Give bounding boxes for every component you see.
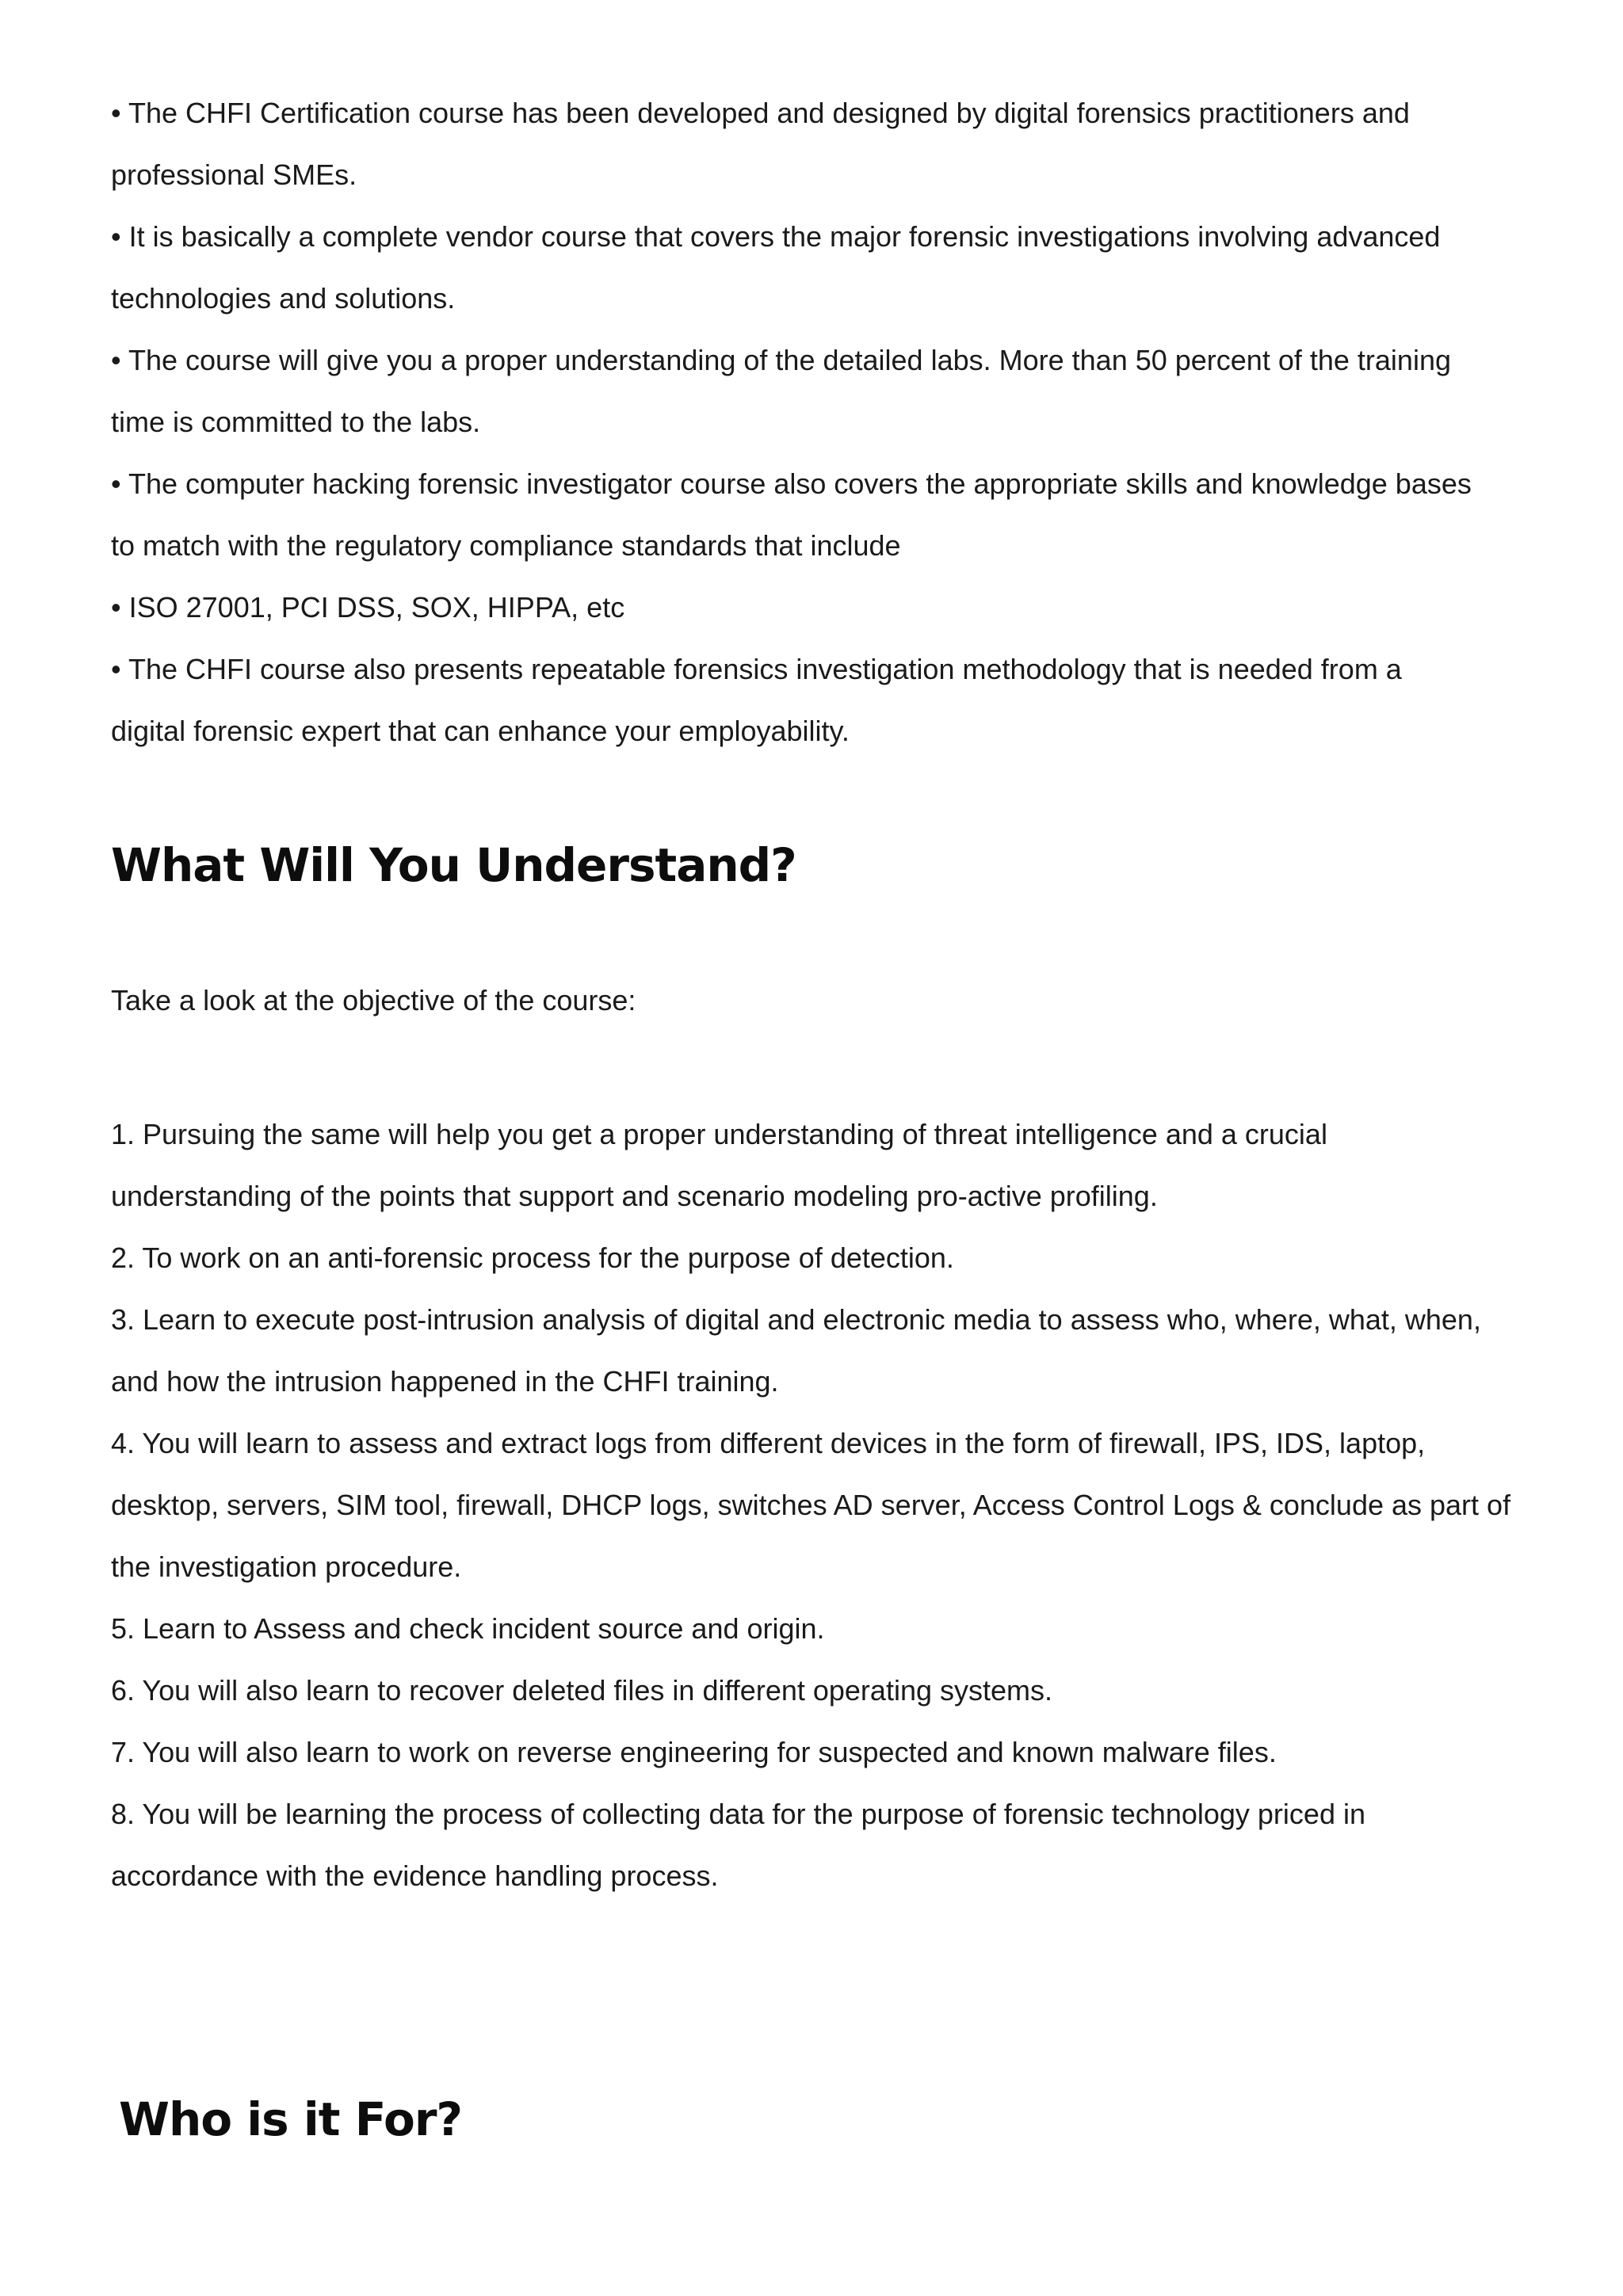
bullet-item: • It is basically a complete vendor course that covers the major forensic investigations involving advanced technologies and solutions. xyxy=(111,220,1441,315)
section-intro: Take a look at the objective of the course: xyxy=(111,984,636,1016)
objective-item: 3. Learn to execute post-intrusion analysis of digital and electronic media to assess who, where, what, when, and how the intrusion happened in the CHFI training. xyxy=(111,1303,1481,1398)
objective-item: 7. You will also learn to work on reverse engineering for suspected and known malware files. xyxy=(111,1736,1277,1768)
objective-item: 4. You will learn to assess and extract logs from different devices in the form of firewall, IPS, IDS, laptop, desktop, servers, SIM tool, firewall, DHCP logs, switches AD server, Access Control Logs & conclude as part of the investigation procedure. xyxy=(111,1427,1511,1583)
objectives-list xyxy=(111,1104,1537,1907)
bullet-item: • The computer hacking forensic investigator course also covers the appropriate skills and knowledge bases to match with the regulatory compliance standards that include xyxy=(111,467,1472,562)
objective-item: 8. You will be learning the process of collecting data for the purpose of forensic technology priced in accordance with the evidence handling process. xyxy=(111,1798,1365,1892)
section-heading-understand: What Will You Understand? xyxy=(111,838,796,892)
section-heading-who: Who is it For? xyxy=(119,2092,463,2146)
objective-item: 1. Pursuing the same will help you get a proper understanding of threat intelligence and a crucial understanding of the points that support and scenario modeling pro-active profiling. xyxy=(111,1118,1327,1212)
bullet-item: • The CHFI course also presents repeatable forensics investigation methodology that is needed from a digital forensic expert that can enhance your employability. xyxy=(111,653,1402,747)
objective-item: 5. Learn to Assess and check incident source and origin. xyxy=(111,1612,825,1645)
bullet-item: • ISO 27001, PCI DSS, SOX, HIPPA, etc xyxy=(111,591,625,624)
objective-item: 2. To work on an anti-forensic process for the purpose of detection. xyxy=(111,1241,954,1274)
bullet-list xyxy=(111,82,1537,762)
bullet-item: • The course will give you a proper understanding of the detailed labs. More than 50 percent of the training time is committed to the labs. xyxy=(111,344,1451,438)
bullet-item: • The CHFI Certification course has been developed and designed by digital forensics practitioners and professional SMEs. xyxy=(111,97,1410,191)
objective-item: 6. You will also learn to recover deleted files in different operating systems. xyxy=(111,1674,1052,1707)
